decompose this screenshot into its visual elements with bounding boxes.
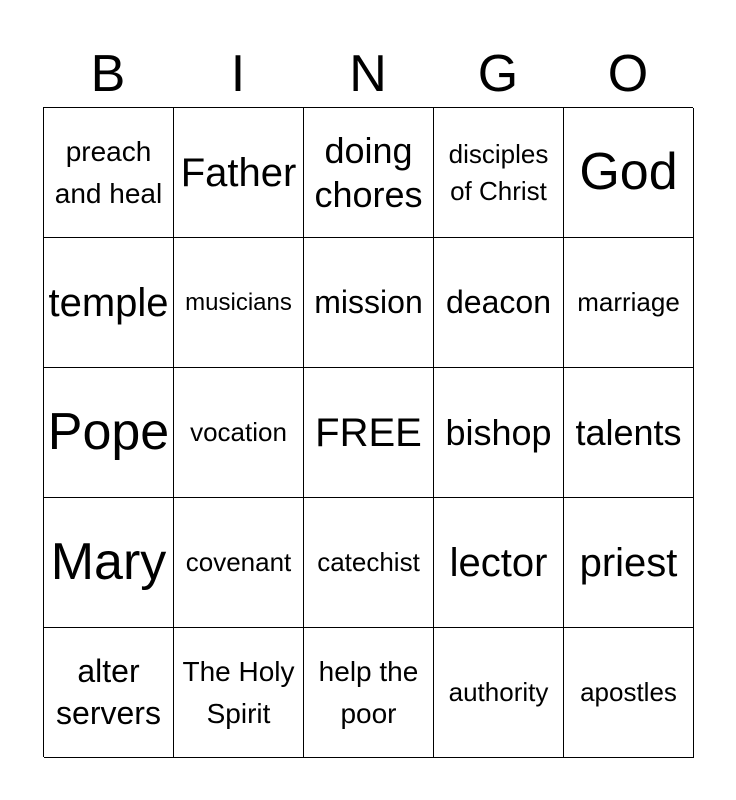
bingo-cell[interactable]: bishop [434, 368, 564, 498]
free-space-cell[interactable]: FREE [304, 368, 434, 498]
header-letter-b: B [90, 45, 126, 103]
bingo-cell[interactable]: preach and heal [44, 108, 174, 238]
header-letter-i: I [230, 45, 246, 103]
bingo-cell[interactable]: alter servers [44, 628, 174, 758]
bingo-cell[interactable]: catechist [304, 498, 434, 628]
bingo-cell[interactable]: talents [564, 368, 694, 498]
header-letter-o: O [607, 45, 649, 103]
bingo-cell[interactable]: apostles [564, 628, 694, 758]
bingo-cell[interactable]: The Holy Spirit [174, 628, 304, 758]
bingo-cell[interactable]: marriage [564, 238, 694, 368]
bingo-cell[interactable]: Mary [44, 498, 174, 628]
bingo-board [43, 107, 693, 757]
bingo-cell[interactable]: vocation [174, 368, 304, 498]
bingo-cell[interactable]: disciples of Christ [434, 108, 564, 238]
bingo-cell[interactable]: help the poor [304, 628, 434, 758]
bingo-cell[interactable]: authority [434, 628, 564, 758]
bingo-cell[interactable]: lector [434, 498, 564, 628]
bingo-cell[interactable]: doing chores [304, 108, 434, 238]
bingo-cell[interactable]: deacon [434, 238, 564, 368]
header-letter-g: G [477, 45, 519, 103]
bingo-cell[interactable]: priest [564, 498, 694, 628]
bingo-cell[interactable]: temple [44, 238, 174, 368]
bingo-cell[interactable]: God [564, 108, 694, 238]
bingo-cell[interactable]: musicians [174, 238, 304, 368]
bingo-cell[interactable]: covenant [174, 498, 304, 628]
bingo-cell[interactable]: mission [304, 238, 434, 368]
bingo-cell[interactable]: Father [174, 108, 304, 238]
header-letter-n: N [349, 45, 387, 103]
bingo-cell[interactable]: Pope [44, 368, 174, 498]
bingo-header [43, 40, 693, 108]
